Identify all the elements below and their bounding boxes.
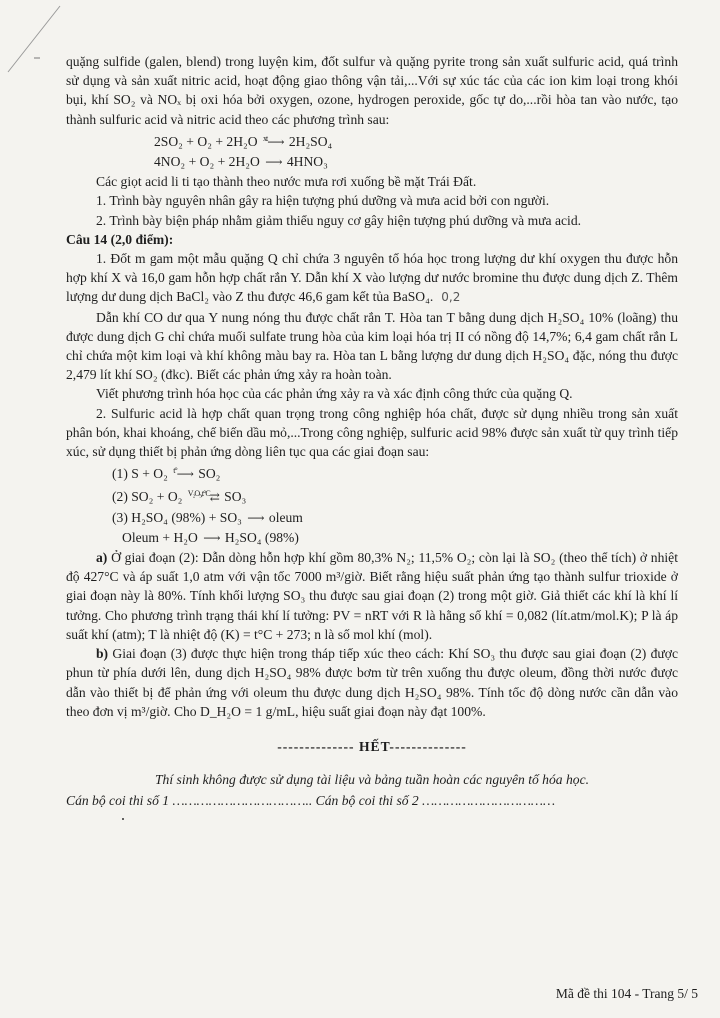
equation-product: SO₃ [224, 489, 247, 505]
reaction-arrow: ⟶ [265, 155, 282, 170]
question-14-part1 [66, 249, 678, 308]
end-marker: -------------- HẾT-------------- [277, 738, 467, 754]
proctor-signatures: Cán bộ coi thi số 1 …………………………….. Cán bộ coi thi số 2 …………………………… [66, 792, 556, 808]
part-text: Giai đoạn (3) được thực hiện trong tháp tiếp xúc theo cách: Khí SO₃ thu được sau giai đoạn (2) được phun từ phía dưới lên, dung dịch H₂SO₄ 98% được bơm từ trên xuống thu được oleum, đồng thời nước được dẫn vào thiết bị để phản ứng với oleum thu được dung dịch H₂SO₄ 98%. Tính tốc độ dòng nước cần dẫn vào theo đơn vị m³/giờ. Cho D_H₂O = 1 g/mL, hiệu suất giai đoạn này đạt 100%. [66, 646, 678, 719]
page-fold-mark [0, 0, 70, 80]
reaction-arrow: ⟶ [203, 530, 220, 545]
handwritten-note: 0,2 [441, 290, 461, 305]
exam-note: Thí sinh không được sử dụng tài liệu và bảng tuần hoàn các nguyên tố hóa học. [155, 771, 589, 787]
equation-no2 [66, 152, 678, 172]
equation-product: oleum [268, 509, 303, 525]
stage-1-equation [66, 461, 678, 484]
reaction-arrow: $^{xt}$⟶ [262, 133, 284, 149]
equation-product: 4HNO₃ [286, 154, 328, 170]
part-label: a) [96, 550, 108, 566]
equation-product: 2H₂SO₄ [288, 133, 333, 149]
equation-product: H₂SO₄ (98%) [224, 529, 299, 545]
reaction-condition: xt [262, 133, 268, 143]
part-text: Ở giai đoạn (2): Dẫn dòng hỗn hợp khí gồm 80,3% N₂; 11,5% O₂; còn lại là SO₂ (theo thể tích) ở nhiệt độ 427°C và áp suất 1,0 atm với vận tốc 7000 m³/giờ. Biết rằng hiệu suất phản ứng tạo thành sulfur trioxide ở giai đoạn này là 80%. Tính khối lượng SO₃ thu được sau giai đoạn (2) trong một giờ. Giả thiết các khí là khí lí tưởng. Cho phương trình trạng thái khí lí tưởng: PV = nRT với R là hằng số khí = 0,082 (lít.atm/mol.K); P là áp suất khí (atm); T là nhiệt độ (K) = t°C + 273; n là số mol khí (mol). [66, 550, 678, 642]
stage-3b-equation [66, 528, 678, 548]
part-label: b) [96, 646, 109, 662]
question-13-1: 1. Trình bày nguyên nhân gây ra hiện tượng phú dưỡng và mưa acid bởi con người. [96, 193, 550, 209]
stage-2-equation [66, 484, 678, 507]
reaction-condition: t° [173, 466, 177, 476]
reaction-arrow: $^{t^\circ}$⟶ [173, 466, 193, 482]
equation-reactants: (2) SO₂ + O₂ [112, 489, 183, 505]
equation-reactants: (1) S + O₂ [112, 466, 168, 482]
equation-reactants: 4NO₂ + O₂ + 2H₂O [154, 154, 260, 170]
equation-so2 [66, 129, 678, 152]
question-14-part2a [66, 548, 678, 644]
question-14-part1-text: 1. Đốt m gam một mẫu quặng Q chỉ chứa 3 nguyên tố hóa học trong lượng dư khí oxygen thu được hỗn hợp khí X và 16,0 gam hỗn hợp chất rắn Y. Dẫn khí X vào lượng dư nước bromine thu được dung dịch Z. Thêm lượng dư dung dịch BaCl₂ vào Z thu được 46,6 gam kết tủa BaSO₄. [66, 251, 678, 305]
reaction-arrow: ⟶ [247, 510, 264, 525]
equation-reactants: 2SO₂ + O₂ + 2H₂O [154, 133, 258, 149]
equilibrium-arrow: $^{V_2O_5,t^\circ C}$⇄ [187, 489, 219, 505]
reaction-condition: V₂O₅,t°C [187, 489, 210, 499]
equation-reactants: Oleum + H₂O [122, 529, 198, 545]
page-number: Mã đề thi 104 - Trang 5/ 5 [555, 986, 698, 1001]
stage-3-equation [66, 508, 678, 528]
question-13-2: 2. Trình bày biện pháp nhằm giảm thiểu nguy cơ gây hiện tượng phú dưỡng và mưa acid. [96, 212, 582, 228]
stray-mark [122, 818, 124, 820]
page-content [66, 52, 678, 810]
question-14-part2: 2. Sulfuric acid là hợp chất quan trọng trong công nghiệp hóa chất, được sử dụng nhiều trong sản xuất phân bón, khai khoáng, chế biến dầu mỏ,...Trong công nghiệp, sulfuric acid 98% được sản xuất từ quy trình tiếp xúc, sử dụng thiết bị phản ứng dòng liên tục qua các giai đoạn sau: [66, 405, 678, 460]
equation-product: SO₂ [198, 466, 221, 482]
question-14-title: Câu 14 (2,0 điểm): [66, 231, 174, 247]
intro-paragraph: quặng sulfide (galen, blend) trong luyện kim, đốt sulfur và quặng pyrite trong sản xuất sulfuric acid, quá trình sử dụng và sản xuất nitric acid, hoạt động giao thông vận tải,...Với sự xúc tác của các ion kim loại trong khói bụi, khí SO₂ và NOₓ bị oxi hóa bởi oxygen, ozone, hydrogen peroxide, gốc tự do,...rồi hòa tan vào nước, tạo thành sulfuric acid và nitric acid theo các phương trình sau: [66, 54, 678, 127]
question-14-part1-p3: Viết phương trình hóa học của các phản ứng xảy ra và xác định công thức của quặng Q. [96, 386, 573, 402]
question-14-part1-p2: Dẫn khí CO dư qua Y nung nóng thu được chất rắn T. Hòa tan T bằng dung dịch H₂SO₄ 10% (loãng) thu được dung dịch G chỉ chứa muối sulfate trung hòa của kim loại hóa trị II có nồng độ 14,7%; 6,4 gam chất rắn L chỉ chứa một kim loại và khí không màu bay ra. Hòa tan L bằng lượng dư dung dịch H₂SO₄ đặc, nóng thu được 2,479 lít khí SO₂ (đkc). Biết các phản ứng xảy ra hoàn toàn. [66, 309, 678, 383]
question-14-part2b [66, 644, 678, 721]
equation-reactants: (3) H₂SO₄ (98%) + SO₃ [112, 509, 242, 525]
intro-paragraph-2: Các giọt acid li ti tạo thành theo nước mưa rơi xuống bề mặt Trái Đất. [96, 174, 477, 190]
